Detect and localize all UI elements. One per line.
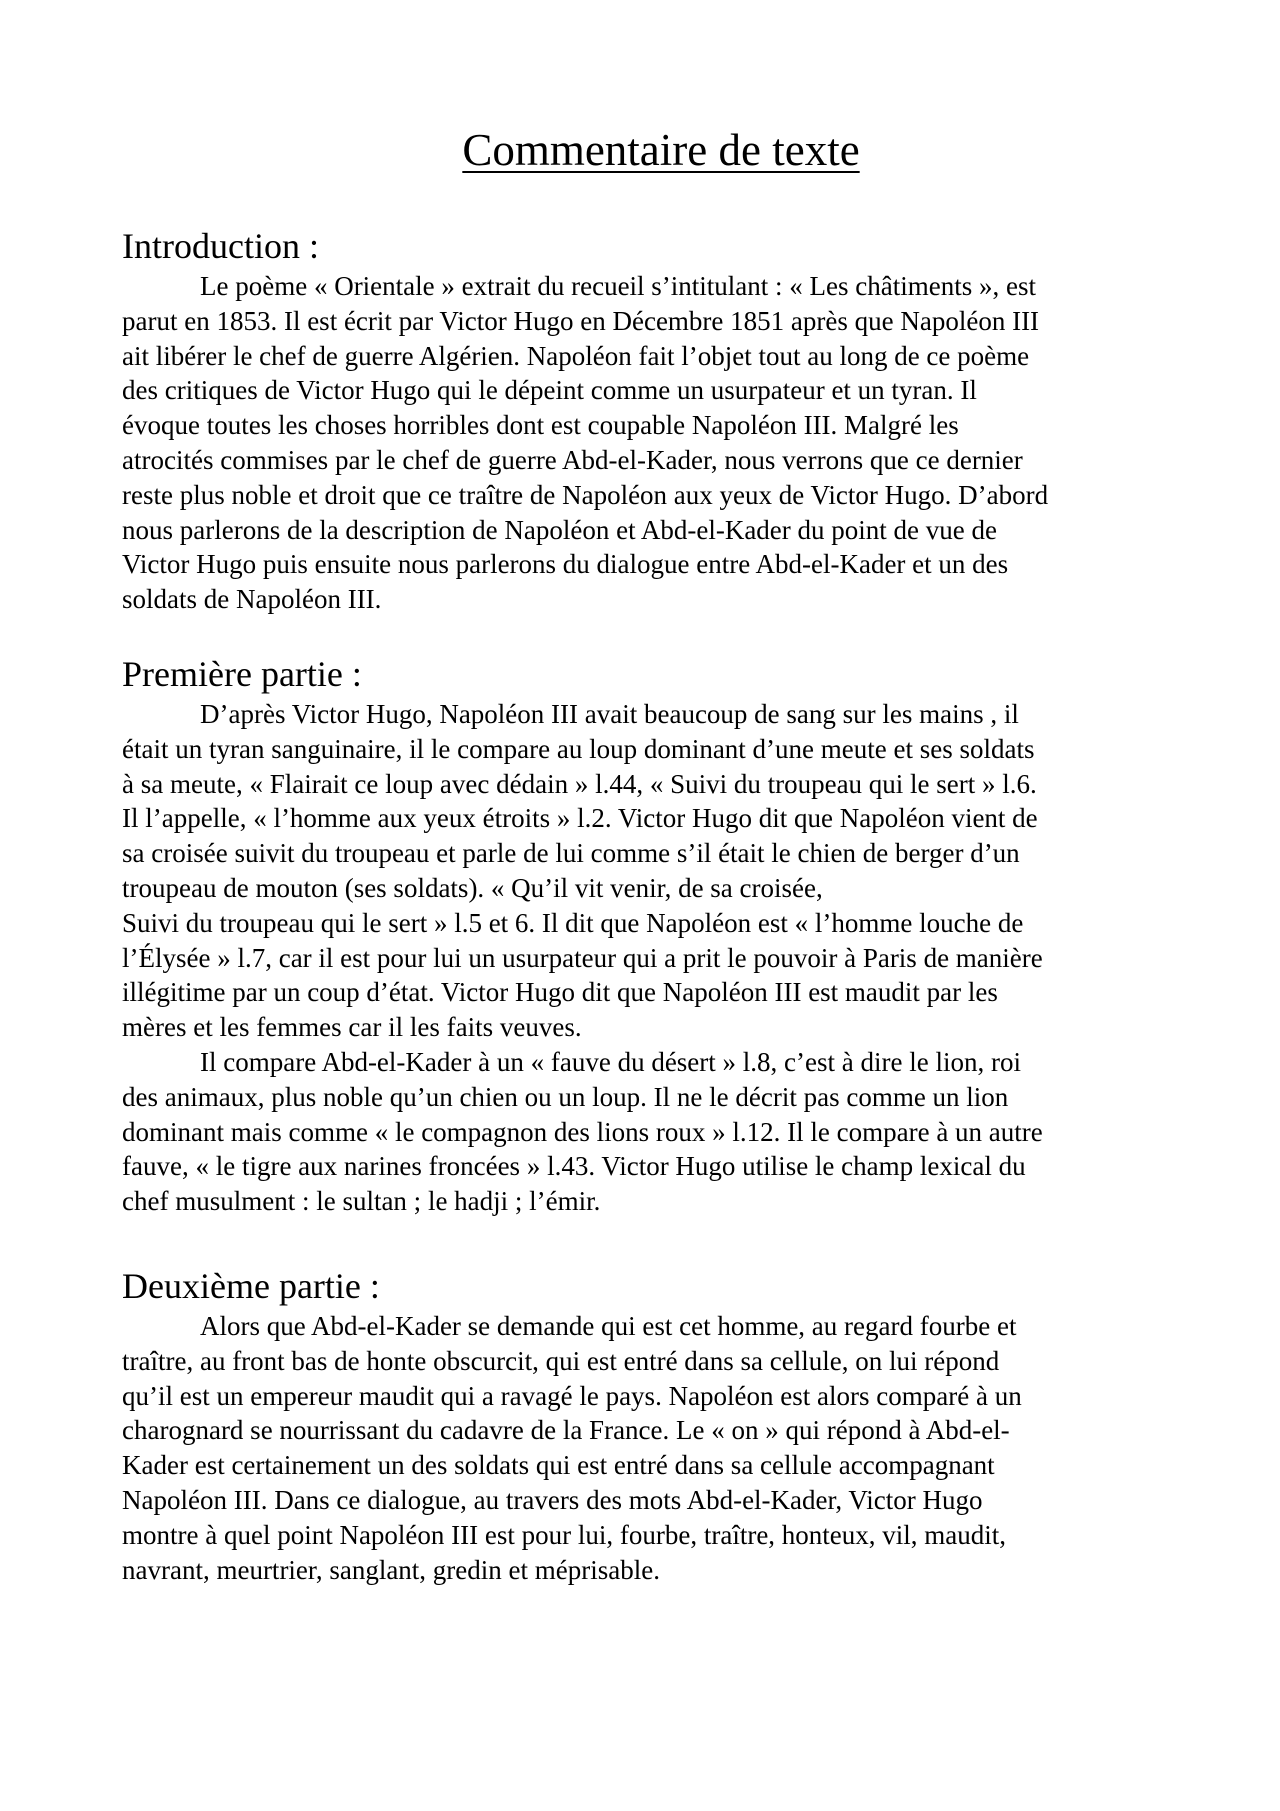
- section-deuxieme-partie: [122, 1266, 1172, 1587]
- text-line: charognard se nourrissant du cadavre de la France. Le « on » qui répond à Abd-el-: [122, 1415, 1010, 1446]
- text-line: chef musulment : le sultan ; le hadji ; l’émir.: [122, 1186, 601, 1217]
- text-line: traître, au front bas de honte obscurcit, qui est entré dans sa cellule, on lui répond: [122, 1345, 1000, 1376]
- text-line: Victor Hugo puis ensuite nous parlerons du dialogue entre Abd-el-Kader et un des: [122, 549, 1009, 580]
- paragraph: [122, 1309, 1172, 1587]
- text-line: soldats de Napoléon III.: [122, 584, 382, 615]
- text-line: Kader est certainement un des soldats qui est entré dans sa cellule accompagnant: [122, 1450, 995, 1481]
- text-line: Il l’appelle, « l’homme aux yeux étroits » l.2. Victor Hugo dit que Napoléon vient de: [122, 803, 1038, 834]
- text-line: reste plus noble et droit que ce traître de Napoléon aux yeux de Victor Hugo. D’abord: [122, 479, 1049, 510]
- paragraph: [122, 1045, 1172, 1219]
- text-line: mères et les femmes car il les faits veuves.: [122, 1012, 582, 1043]
- section-introduction: [122, 226, 1172, 617]
- text-line: des critiques de Victor Hugo qui le dépeint comme un usurpateur et un tyran. Il: [122, 375, 977, 406]
- text-line: était un tyran sanguinaire, il le compare au loup dominant d’une meute et ses soldats: [122, 733, 1035, 764]
- text-line: évoque toutes les choses horribles dont est coupable Napoléon III. Malgré les: [122, 410, 959, 441]
- section-heading: Deuxième partie :: [122, 1266, 380, 1306]
- text-line: Napoléon III. Dans ce dialogue, au travers des mots Abd-el-Kader, Victor Hugo: [122, 1484, 983, 1515]
- text-line: troupeau de mouton (ses soldats). « Qu’il vit venir, de sa croisée,: [122, 872, 823, 903]
- text-line: fauve, « le tigre aux narines froncées » l.43. Victor Hugo utilise le champ lexical du: [122, 1151, 1026, 1182]
- text-line: Suivi du troupeau qui le sert » l.5 et 6. Il dit que Napoléon est « l’homme louche de: [122, 907, 1024, 938]
- text-line: ait libérer le chef de guerre Algérien. Napoléon fait l’objet tout au long de ce poème: [122, 340, 1030, 371]
- text-line: sa croisée suivit du troupeau et parle de lui comme s’il était le chien de berger d’un: [122, 838, 1020, 869]
- section-premiere-partie: [122, 654, 1172, 1219]
- section-heading: Introduction :: [122, 226, 319, 266]
- text-line: D’après Victor Hugo, Napoléon III avait beaucoup de sang sur les mains , il: [200, 699, 1019, 729]
- text-line: des animaux, plus noble qu’un chien ou un loup. Il ne le décrit pas comme un lion: [122, 1081, 1009, 1112]
- text-line: nous parlerons de la description de Napoléon et Abd-el-Kader du point de vue de: [122, 514, 997, 545]
- document-title: Commentaire de texte: [462, 125, 860, 175]
- text-line: dominant mais comme « le compagnon des lions roux » l.12. Il le compare à un autre: [122, 1116, 1043, 1147]
- text-line: Il compare Abd-el-Kader à un « fauve du désert » l.8, c’est à dire le lion, roi: [200, 1046, 1021, 1077]
- text-line: navrant, meurtrier, sanglant, gredin et méprisable.: [122, 1554, 660, 1585]
- text-line: parut en 1853. Il est écrit par Victor Hugo en Décembre 1851 après que Napoléon III: [122, 305, 1040, 336]
- text-line: illégitime par un coup d’état. Victor Hugo dit que Napoléon III est maudit par les: [122, 977, 998, 1008]
- text-line: l’Élysée » l.7, car il est pour lui un usurpateur qui a prit le pouvoir à Paris de manière: [122, 942, 1043, 973]
- paragraph: [122, 269, 1172, 617]
- paragraph: [122, 697, 1172, 1045]
- text-line: Le poème « Orientale » extrait du recueil s’intitulant : « Les châtiments », est: [200, 271, 1036, 301]
- section-heading: Première partie :: [122, 654, 362, 694]
- text-line: montre à quel point Napoléon III est pour lui, fourbe, traître, honteux, vil, maudit,: [122, 1519, 1007, 1550]
- text-line: atrocités commises par le chef de guerre Abd-el-Kader, nous verrons que ce dernier: [122, 444, 1023, 475]
- text-line: Alors que Abd-el-Kader se demande qui est cet homme, au regard fourbe et: [200, 1311, 1017, 1341]
- text-line: à sa meute, « Flairait ce loup avec dédain » l.44, « Suivi du troupeau qui le sert » l.6.: [122, 768, 1037, 799]
- text-line: qu’il est un empereur maudit qui a ravagé le pays. Napoléon est alors comparé à un: [122, 1380, 1022, 1411]
